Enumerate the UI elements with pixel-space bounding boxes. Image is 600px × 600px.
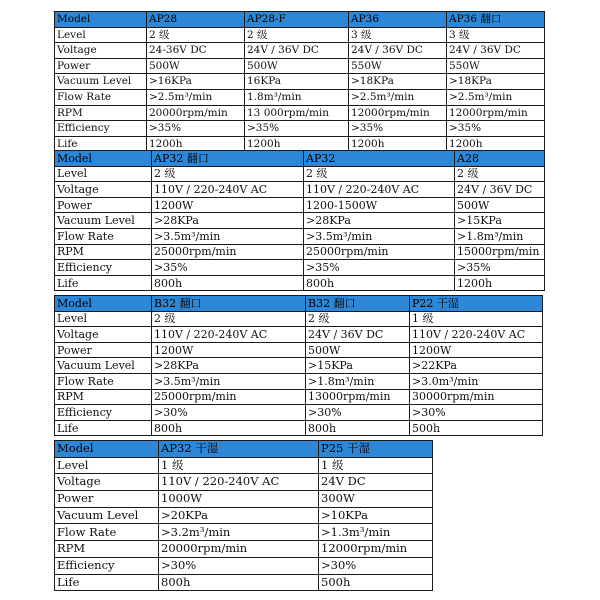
row-label-cell: Life	[55, 420, 152, 436]
spec-value-cell: >35%	[152, 260, 304, 276]
table-row	[55, 420, 543, 436]
row-label-cell: Efficiency	[55, 405, 152, 421]
header-label-cell: Model	[55, 296, 152, 312]
spec-value-cell: 1000W	[159, 491, 319, 508]
row-label-cell: Level	[55, 166, 152, 182]
spec-value-cell: >28KPa	[152, 358, 306, 374]
spec-value-cell: 1200h	[447, 136, 545, 152]
table-row	[55, 507, 433, 524]
model-name-cell: A28	[455, 151, 545, 167]
spec-value-cell: 30000rpm/min	[410, 389, 543, 405]
table-row	[55, 358, 543, 374]
spec-value-cell: >22KPa	[410, 358, 543, 374]
spec-value-cell: >2.5m³/min	[147, 89, 245, 105]
spec-value-cell: 800h	[306, 420, 410, 436]
spec-value-cell: >10KPa	[319, 507, 433, 524]
spec-value-cell: >1.8m³/min	[306, 373, 410, 389]
row-label-cell: Voltage	[55, 474, 159, 491]
row-label-cell: Flow Rate	[55, 89, 147, 105]
spec-table-body	[55, 296, 543, 436]
spec-value-cell: 800h	[152, 420, 306, 436]
spec-value-cell: >35%	[304, 260, 455, 276]
spec-value-cell: 24V / 36V DC	[447, 43, 545, 59]
table-row	[55, 327, 543, 343]
spec-value-cell: 25000rpm/min	[152, 389, 306, 405]
row-label-cell: Level	[55, 27, 147, 43]
spec-value-cell: 1200-1500W	[304, 197, 455, 213]
row-label-cell: Voltage	[55, 43, 147, 59]
spec-table-body	[55, 12, 545, 152]
spec-value-cell: 110V / 220-240V AC	[159, 474, 319, 491]
table-header-row	[55, 151, 545, 167]
spec-value-cell: 20000rpm/min	[147, 105, 245, 121]
table-row	[55, 342, 543, 358]
spec-value-cell: 550W	[447, 58, 545, 74]
row-label-cell: Flow Rate	[55, 524, 159, 541]
table-row	[55, 244, 545, 260]
spec-value-cell: 800h	[159, 574, 319, 591]
spec-value-cell: >30%	[319, 557, 433, 574]
spec-value-cell: 1200W	[410, 342, 543, 358]
spec-value-cell: 2 级	[306, 311, 410, 327]
model-name-cell: P25 干湿	[319, 441, 433, 458]
row-label-cell: Power	[55, 197, 152, 213]
spec-value-cell: 550W	[349, 58, 447, 74]
spec-table-1	[54, 11, 545, 152]
spec-value-cell: 110V / 220-240V AC	[152, 327, 306, 343]
model-name-cell: AP32 干湿	[159, 441, 319, 458]
spec-value-cell: 24V / 36V DC	[245, 43, 349, 59]
spec-value-cell: >18KPa	[447, 74, 545, 90]
model-name-cell: B32 翻口	[152, 296, 306, 312]
spec-value-cell: 24V / 36V DC	[455, 182, 545, 198]
spec-value-cell: >30%	[306, 405, 410, 421]
row-label-cell: Vacuum Level	[55, 507, 159, 524]
spec-value-cell: 24V / 36V DC	[349, 43, 447, 59]
table-row	[55, 27, 545, 43]
table-row	[55, 405, 543, 421]
table-row	[55, 197, 545, 213]
row-label-cell: Efficiency	[55, 557, 159, 574]
spec-value-cell: 1200W	[152, 342, 306, 358]
header-label-cell: Model	[55, 441, 159, 458]
row-label-cell: Life	[55, 275, 152, 291]
spec-value-cell: >3.5m³/min	[304, 228, 455, 244]
spec-value-cell: 13 000rpm/min	[245, 105, 349, 121]
spec-value-cell: 25000rpm/min	[304, 244, 455, 260]
header-label-cell: Model	[55, 151, 152, 167]
row-label-cell: RPM	[55, 541, 159, 558]
spec-value-cell: 500W	[455, 197, 545, 213]
row-label-cell: Flow Rate	[55, 373, 152, 389]
spec-value-cell: 110V / 220-240V AC	[304, 182, 455, 198]
table-row	[55, 182, 545, 198]
model-name-cell: B32 翻口	[306, 296, 410, 312]
spec-value-cell: 500W	[306, 342, 410, 358]
table-row	[55, 557, 433, 574]
spec-value-cell: 25000rpm/min	[152, 244, 304, 260]
spec-value-cell: 1200h	[147, 136, 245, 152]
row-label-cell: RPM	[55, 105, 147, 121]
row-label-cell: Efficiency	[55, 260, 152, 276]
spec-value-cell: >35%	[455, 260, 545, 276]
table-row	[55, 74, 545, 90]
table-row	[55, 524, 433, 541]
row-label-cell: Efficiency	[55, 121, 147, 137]
spec-table-2	[54, 150, 545, 291]
table-row	[55, 373, 543, 389]
table-row	[55, 260, 545, 276]
spec-value-cell: >30%	[159, 557, 319, 574]
table-row	[55, 228, 545, 244]
row-label-cell: Vacuum Level	[55, 74, 147, 90]
spec-value-cell: >1.3m³/min	[319, 524, 433, 541]
model-name-cell: AP32	[304, 151, 455, 167]
row-label-cell: RPM	[55, 244, 152, 260]
spec-table-3	[54, 295, 543, 436]
spec-value-cell: 110V / 220-240V AC	[410, 327, 543, 343]
table-row	[55, 58, 545, 74]
row-label-cell: Voltage	[55, 182, 152, 198]
table-row	[55, 474, 433, 491]
spec-value-cell: >15KPa	[455, 213, 545, 229]
spec-value-cell: 500W	[245, 58, 349, 74]
table-row	[55, 389, 543, 405]
spec-value-cell: >30%	[410, 405, 543, 421]
header-label-cell: Model	[55, 12, 147, 28]
table-row	[55, 457, 433, 474]
table-row	[55, 491, 433, 508]
spec-value-cell: 800h	[304, 275, 455, 291]
row-label-cell: Vacuum Level	[55, 213, 152, 229]
spec-value-cell: 110V / 220-240V AC	[152, 182, 304, 198]
spec-value-cell: 12000rpm/min	[447, 105, 545, 121]
model-name-cell: AP36	[349, 12, 447, 28]
row-label-cell: Flow Rate	[55, 228, 152, 244]
table-header-row	[55, 296, 543, 312]
spec-value-cell: 1200h	[245, 136, 349, 152]
spec-value-cell: 2 级	[147, 27, 245, 43]
spec-value-cell: >15KPa	[306, 358, 410, 374]
spec-value-cell: 1 级	[410, 311, 543, 327]
table-row	[55, 213, 545, 229]
spec-value-cell: 800h	[152, 275, 304, 291]
spec-value-cell: 20000rpm/min	[159, 541, 319, 558]
spec-value-cell: 2 级	[152, 311, 306, 327]
row-label-cell: Power	[55, 491, 159, 508]
spec-value-cell: 13000rpm/min	[306, 389, 410, 405]
spec-value-cell: 1200h	[455, 275, 545, 291]
row-label-cell: Level	[55, 457, 159, 474]
spec-value-cell: 15000rpm/min	[455, 244, 545, 260]
spec-table-body	[55, 151, 545, 291]
table-row	[55, 574, 433, 591]
spec-value-cell: 2 级	[152, 166, 304, 182]
spec-value-cell: 3 级	[349, 27, 447, 43]
spec-value-cell: 24-36V DC	[147, 43, 245, 59]
row-label-cell: Power	[55, 342, 152, 358]
spec-value-cell: 2 级	[245, 27, 349, 43]
spec-value-cell: 2 级	[455, 166, 545, 182]
row-label-cell: Vacuum Level	[55, 358, 152, 374]
spec-value-cell: >3.2m³/min	[159, 524, 319, 541]
spec-value-cell: 500h	[410, 420, 543, 436]
spec-value-cell: 1 级	[319, 457, 433, 474]
table-row	[55, 541, 433, 558]
spec-value-cell: 300W	[319, 491, 433, 508]
table-row	[55, 121, 545, 137]
table-row	[55, 311, 543, 327]
spec-value-cell: 2 级	[304, 166, 455, 182]
model-name-cell: AP28-F	[245, 12, 349, 28]
table-row	[55, 275, 545, 291]
spec-table-body	[55, 441, 433, 591]
spec-value-cell: 1.8m³/min	[245, 89, 349, 105]
spec-value-cell: 12000rpm/min	[319, 541, 433, 558]
spec-value-cell: 500W	[147, 58, 245, 74]
model-name-cell: AP28	[147, 12, 245, 28]
model-name-cell: AP32 翻口	[152, 151, 304, 167]
spec-value-cell: >28KPa	[304, 213, 455, 229]
spec-value-cell: >3.0m³/min	[410, 373, 543, 389]
spec-value-cell: >2.5m³/min	[349, 89, 447, 105]
spec-value-cell: 16KPa	[245, 74, 349, 90]
spec-value-cell: 1 级	[159, 457, 319, 474]
table-row	[55, 166, 545, 182]
model-name-cell: AP36 翻口	[447, 12, 545, 28]
row-label-cell: Life	[55, 136, 147, 152]
spec-value-cell: >16KPa	[147, 74, 245, 90]
spec-value-cell: >35%	[349, 121, 447, 137]
spec-value-cell: >30%	[152, 405, 306, 421]
spec-value-cell: 1200W	[152, 197, 304, 213]
spec-value-cell: >18KPa	[349, 74, 447, 90]
model-name-cell: P22 干湿	[410, 296, 543, 312]
table-row	[55, 89, 545, 105]
spec-value-cell: >2.5m³/min	[447, 89, 545, 105]
spec-value-cell: >1.8m³/min	[455, 228, 545, 244]
table-row	[55, 43, 545, 59]
row-label-cell: RPM	[55, 389, 152, 405]
spec-value-cell: 3 级	[447, 27, 545, 43]
row-label-cell: Voltage	[55, 327, 152, 343]
spec-value-cell: >20KPa	[159, 507, 319, 524]
row-label-cell: Power	[55, 58, 147, 74]
spec-value-cell: 24V / 36V DC	[306, 327, 410, 343]
spec-value-cell: 500h	[319, 574, 433, 591]
spec-table-4	[54, 440, 433, 591]
table-header-row	[55, 441, 433, 458]
table-row	[55, 105, 545, 121]
spec-value-cell: >35%	[245, 121, 349, 137]
spec-value-cell: >3.5m³/min	[152, 373, 306, 389]
spec-value-cell: 12000rpm/min	[349, 105, 447, 121]
spec-value-cell: >35%	[147, 121, 245, 137]
spec-value-cell: 1200h	[349, 136, 447, 152]
spec-value-cell: >3.5m³/min	[152, 228, 304, 244]
spec-value-cell: >35%	[447, 121, 545, 137]
row-label-cell: Life	[55, 574, 159, 591]
row-label-cell: Level	[55, 311, 152, 327]
table-header-row	[55, 12, 545, 28]
spec-value-cell: >28KPa	[152, 213, 304, 229]
spec-value-cell: 24V DC	[319, 474, 433, 491]
